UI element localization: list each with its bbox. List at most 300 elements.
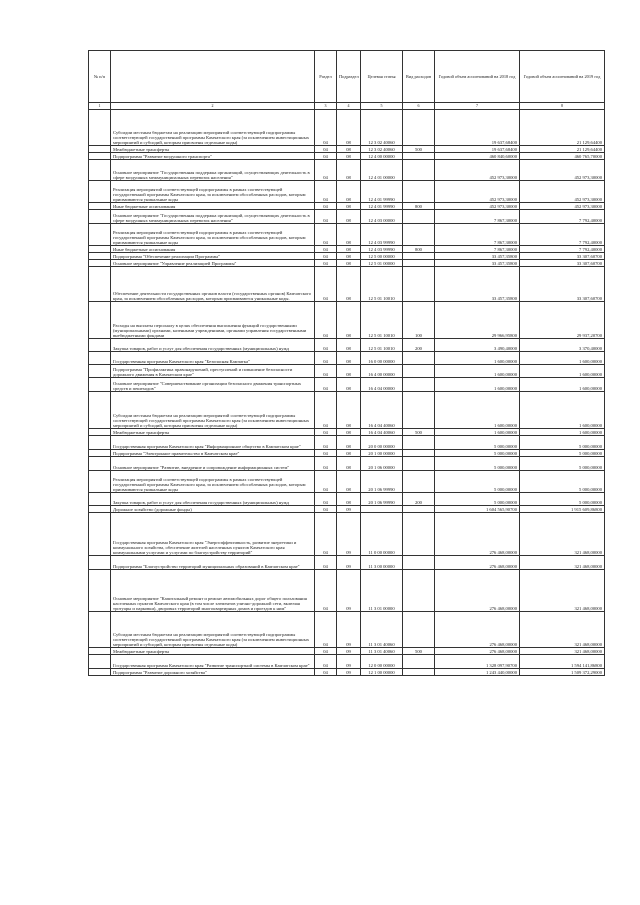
amount-2018-cell: 1 604 565,90700 [435, 506, 520, 513]
table-row [89, 153, 605, 160]
razdel-cell: 04 [315, 181, 337, 203]
podrazdel-cell: 08 [337, 246, 361, 253]
row-number-cell [89, 260, 111, 267]
table-row [89, 339, 605, 352]
razdel-cell: 04 [315, 570, 337, 612]
index-cell: 5 [361, 103, 403, 110]
row-name-cell: Межбюджетные трансферты [111, 648, 315, 655]
table-row [89, 648, 605, 655]
amount-2018-cell: 5 000,00000 [435, 457, 520, 471]
row-name-cell: Субсидии местным бюджетам на реализацию мероприятий соответствующей подпрограммы соответствующей государственной программы Камчатского края (за исключением инвестиционных мероприятий и субсидий, которым присвоены отдельные коды) [111, 612, 315, 648]
amount-2018-cell: 33 457,35800 [435, 267, 520, 302]
podrazdel-cell: 08 [337, 224, 361, 246]
amount-2019-cell: 452 973,30000 [520, 160, 605, 181]
amount-2019-cell: 1 600,00000 [520, 352, 605, 365]
celevaya-statya-cell: 12 5 01 10010 [361, 267, 403, 302]
razdel-cell: 04 [315, 260, 337, 267]
vid-rashodov-cell: 800 [403, 246, 435, 253]
podrazdel-cell: 08 [337, 203, 361, 210]
amount-2019-cell: 321 468,00000 [520, 556, 605, 570]
table-row [89, 181, 605, 203]
amount-2019-cell: 33 307,60700 [520, 260, 605, 267]
amount-2018-cell: 7 867,30000 [435, 210, 520, 224]
row-number-cell [89, 648, 111, 655]
row-number-cell [89, 352, 111, 365]
vid-rashodov-cell [403, 224, 435, 246]
celevaya-statya-cell: 12 3 02 40060 [361, 146, 403, 153]
amount-2018-cell: 5 000,00000 [435, 471, 520, 493]
podrazdel-cell: 08 [337, 267, 361, 302]
table-row [89, 302, 605, 339]
celevaya-statya-cell: 12 5 00 00000 [361, 253, 403, 260]
podrazdel-cell: 08 [337, 339, 361, 352]
razdel-cell: 04 [315, 246, 337, 253]
row-name-cell: Подпрограмма "Благоустройство территорий муниципальных образований в Камчатском крае" [111, 556, 315, 570]
razdel-cell: 04 [315, 457, 337, 471]
row-number-cell [89, 429, 111, 436]
vid-rashodov-cell [403, 210, 435, 224]
table-row [89, 450, 605, 457]
header-vid: Вид расходов [403, 51, 435, 103]
amount-2018-cell: 29 966,95800 [435, 302, 520, 339]
celevaya-statya-cell: 16 0 00 00000 [361, 352, 403, 365]
index-cell: 7 [435, 103, 520, 110]
row-name-cell: Подпрограмма "Развитие воздушного транспорта" [111, 153, 315, 160]
header-name [111, 51, 315, 103]
celevaya-statya-cell: 12 4 03 99990 [361, 246, 403, 253]
table-row [89, 352, 605, 365]
amount-2019-cell: 7 792,40000 [520, 210, 605, 224]
table-row [89, 669, 605, 676]
row-name-cell: Государственная программа Камчатского края "Безопасная Камчатка" [111, 352, 315, 365]
amount-2019-cell: 321 468,00000 [520, 612, 605, 648]
row-name-cell: Подпрограмма "Развитие дорожного хозяйства" [111, 669, 315, 676]
amount-2018-cell: 7 867,30000 [435, 224, 520, 246]
amount-2018-cell: 1 600,00000 [435, 352, 520, 365]
razdel-cell: 04 [315, 450, 337, 457]
vid-rashodov-cell [403, 655, 435, 669]
celevaya-statya-cell: 12 0 00 00000 [361, 655, 403, 669]
amount-2018-cell: 452 973,30000 [435, 181, 520, 203]
podrazdel-cell: 08 [337, 493, 361, 506]
index-cell: 3 [315, 103, 337, 110]
row-name-cell: Основное мероприятие "Государственная поддержка организаций, осуществляющих деятельность в сфере воздушных межмуниципальных перевозок населения" [111, 210, 315, 224]
amount-2019-cell: 1 600,00000 [520, 429, 605, 436]
column-index-row [89, 103, 605, 110]
row-name-cell: Подпрограмма "Электронное правительство в Камчатском крае" [111, 450, 315, 457]
podrazdel-cell: 09 [337, 570, 361, 612]
vid-rashodov-cell [403, 436, 435, 450]
celevaya-statya-cell: 16 4 04 40060 [361, 392, 403, 429]
amount-2018-cell: 5 000,00000 [435, 436, 520, 450]
vid-rashodov-cell [403, 392, 435, 429]
vid-rashodov-cell [403, 513, 435, 556]
podrazdel-cell: 09 [337, 612, 361, 648]
row-name-cell: Основное мероприятие "Совершенствование организации безопасного движения транспортных средств и пешеходов" [111, 378, 315, 392]
header-razdel: Раздел [315, 51, 337, 103]
table-row [89, 365, 605, 378]
row-name-cell: Расходы на выплаты персоналу в целях обеспечения выполнения функций государственными (муниципальными) органами, казенными учреждениями, органами управления государственными внебюджетными фондами [111, 302, 315, 339]
amount-2018-cell: 3 490,40000 [435, 339, 520, 352]
table-row [89, 506, 605, 513]
celevaya-statya-cell: 20 1 06 99990 [361, 471, 403, 493]
table-row [89, 513, 605, 556]
row-name-cell: Государственная программа Камчатского края "Информационное общество в Камчатском крае" [111, 436, 315, 450]
vid-rashodov-cell [403, 160, 435, 181]
table-row [89, 146, 605, 153]
table-body [89, 110, 605, 676]
header-num: № п/п [89, 51, 111, 103]
vid-rashodov-cell: 500 [403, 648, 435, 655]
podrazdel-cell: 09 [337, 506, 361, 513]
row-number-cell [89, 436, 111, 450]
podrazdel-cell: 08 [337, 471, 361, 493]
table-row [89, 210, 605, 224]
table-row [89, 457, 605, 471]
amount-2019-cell: 29 937,20700 [520, 302, 605, 339]
razdel-cell: 04 [315, 392, 337, 429]
celevaya-statya-cell: 12 4 01 99990 [361, 181, 403, 203]
amount-2018-cell: 452 973,30000 [435, 160, 520, 181]
row-name-cell: Государственная программа Камчатского края "Энергоэффективность, развитие энергетики и коммунального хозяйства, обеспечение жителей населенных пунктов Камчатского края коммунальными услугами и услугами по благоустройству территорий" [111, 513, 315, 556]
row-name-cell: Закупка товаров, работ и услуг для обеспечения государственных (муниципальных) нужд [111, 339, 315, 352]
razdel-cell: 04 [315, 302, 337, 339]
vid-rashodov-cell: 800 [403, 203, 435, 210]
razdel-cell: 04 [315, 506, 337, 513]
podrazdel-cell: 09 [337, 648, 361, 655]
celevaya-statya-cell: 11 3 01 00000 [361, 570, 403, 612]
amount-2018-cell: 5 000,00000 [435, 493, 520, 506]
vid-rashodov-cell: 100 [403, 302, 435, 339]
vid-rashodov-cell [403, 352, 435, 365]
row-number-cell [89, 253, 111, 260]
amount-2018-cell: 1 600,00000 [435, 378, 520, 392]
vid-rashodov-cell [403, 253, 435, 260]
budget-table [88, 50, 605, 676]
razdel-cell: 04 [315, 210, 337, 224]
vid-rashodov-cell: 500 [403, 146, 435, 153]
row-number-cell [89, 471, 111, 493]
row-number-cell [89, 110, 111, 146]
header-celevaya: Целевая статья [361, 51, 403, 103]
amount-2019-cell: 460 765,70000 [520, 153, 605, 160]
razdel-cell: 04 [315, 493, 337, 506]
amount-2019-cell: 321 468,00000 [520, 648, 605, 655]
razdel-cell: 04 [315, 153, 337, 160]
amount-2018-cell: 276 468,00000 [435, 648, 520, 655]
index-cell: 1 [89, 103, 111, 110]
row-number-cell [89, 181, 111, 203]
row-name-cell: Государственная программа Камчатского края "Развитие транспортной системы в Камчатском крае" [111, 655, 315, 669]
vid-rashodov-cell [403, 457, 435, 471]
amount-2019-cell: 321 468,00000 [520, 570, 605, 612]
row-name-cell: Дорожное хозяйство (дорожные фонды) [111, 506, 315, 513]
razdel-cell: 04 [315, 556, 337, 570]
row-number-cell [89, 506, 111, 513]
podrazdel-cell: 08 [337, 210, 361, 224]
row-number-cell [89, 457, 111, 471]
amount-2019-cell: 5 000,00000 [520, 436, 605, 450]
row-name-cell: Межбюджетные трансферты [111, 429, 315, 436]
vid-rashodov-cell [403, 506, 435, 513]
vid-rashodov-cell [403, 471, 435, 493]
celevaya-statya-cell: 11 3 01 40060 [361, 612, 403, 648]
celevaya-statya-cell: 12 5 01 10010 [361, 339, 403, 352]
vid-rashodov-cell [403, 556, 435, 570]
podrazdel-cell: 08 [337, 365, 361, 378]
amount-2019-cell: 21 129,64400 [520, 146, 605, 153]
index-cell: 6 [403, 103, 435, 110]
header-2018: Годовой объем ассигнований на 2018 год [435, 51, 520, 103]
amount-2019-cell: 452 973,30000 [520, 181, 605, 203]
row-number-cell [89, 160, 111, 181]
row-number-cell [89, 153, 111, 160]
podrazdel-cell: 08 [337, 260, 361, 267]
row-name-cell: Подпрограмма "Обеспечение реализации Программы" [111, 253, 315, 260]
table-row [89, 471, 605, 493]
row-name-cell: Реализация мероприятий соответствующей подпрограммы в рамках соответствующей государственной программы Камчатского края, за исключением обособленных расходов, которым присваиваются уникальные коды [111, 471, 315, 493]
row-number-cell [89, 655, 111, 669]
podrazdel-cell: 08 [337, 160, 361, 181]
table-row [89, 436, 605, 450]
celevaya-statya-cell: 12 5 01 10010 [361, 302, 403, 339]
razdel-cell: 04 [315, 146, 337, 153]
amount-2018-cell: 33 457,35800 [435, 260, 520, 267]
row-number-cell [89, 378, 111, 392]
row-number-cell [89, 392, 111, 429]
celevaya-statya-cell: 20 1 00 00000 [361, 450, 403, 457]
podrazdel-cell: 09 [337, 655, 361, 669]
table-row [89, 392, 605, 429]
amount-2019-cell: 5 000,00000 [520, 493, 605, 506]
podrazdel-cell: 08 [337, 153, 361, 160]
index-cell: 8 [520, 103, 605, 110]
row-name-cell: Основное мероприятие "Развитие, внедрение и сопровождение информационных систем" [111, 457, 315, 471]
row-number-cell [89, 267, 111, 302]
vid-rashodov-cell [403, 110, 435, 146]
celevaya-statya-cell: 16 4 04 40060 [361, 429, 403, 436]
amount-2018-cell: 7 867,30000 [435, 246, 520, 253]
celevaya-statya-cell: 12 4 03 99990 [361, 224, 403, 246]
celevaya-statya-cell: 11 0 00 00000 [361, 513, 403, 556]
row-name-cell: Основное мероприятие "Управление реализацией Программы" [111, 260, 315, 267]
table-row [89, 203, 605, 210]
table-row [89, 612, 605, 648]
celevaya-statya-cell: 12 1 00 00000 [361, 669, 403, 676]
amount-2018-cell: 1 600,00000 [435, 392, 520, 429]
podrazdel-cell: 08 [337, 181, 361, 203]
table-row [89, 110, 605, 146]
celevaya-statya-cell: 12 4 01 99990 [361, 203, 403, 210]
podrazdel-cell: 08 [337, 146, 361, 153]
podrazdel-cell: 08 [337, 253, 361, 260]
amount-2019-cell: 3 370,40000 [520, 339, 605, 352]
podrazdel-cell: 08 [337, 457, 361, 471]
podrazdel-cell: 08 [337, 450, 361, 457]
amount-2019-cell: 5 000,00000 [520, 471, 605, 493]
razdel-cell: 04 [315, 436, 337, 450]
razdel-cell: 04 [315, 253, 337, 260]
table-row [89, 224, 605, 246]
razdel-cell: 04 [315, 471, 337, 493]
amount-2019-cell: 1 594 141,86800 [520, 655, 605, 669]
row-name-cell: Субсидии местным бюджетам на реализацию мероприятий соответствующей подпрограммы соответствующей государственной программы Камчатского края (за исключением инвестиционных мероприятий и субсидий, которым присвоены отдельные коды) [111, 392, 315, 429]
amount-2019-cell: 21 129,64400 [520, 110, 605, 146]
amount-2019-cell: 1 509 372,29000 [520, 669, 605, 676]
amount-2018-cell: 1 600,00000 [435, 365, 520, 378]
amount-2018-cell: 460 840,60000 [435, 153, 520, 160]
vid-rashodov-cell: 200 [403, 339, 435, 352]
row-number-cell [89, 570, 111, 612]
amount-2018-cell: 5 000,00000 [435, 450, 520, 457]
podrazdel-cell: 08 [337, 378, 361, 392]
podrazdel-cell: 08 [337, 110, 361, 146]
row-number-cell [89, 224, 111, 246]
header-podrazdel: Подраздел [337, 51, 361, 103]
table-row [89, 160, 605, 181]
row-name-cell: Иные бюджетные ассигнования [111, 246, 315, 253]
amount-2018-cell: 276 468,00000 [435, 570, 520, 612]
row-number-cell [89, 146, 111, 153]
vid-rashodov-cell [403, 450, 435, 457]
row-number-cell [89, 365, 111, 378]
amount-2019-cell: 7 792,40000 [520, 224, 605, 246]
vid-rashodov-cell [403, 612, 435, 648]
amount-2019-cell: 33 307,60700 [520, 253, 605, 260]
celevaya-statya-cell: 20 1 06 00000 [361, 457, 403, 471]
vid-rashodov-cell [403, 153, 435, 160]
table-row [89, 260, 605, 267]
row-name-cell: Основное мероприятие "Капитальный ремонт и ремонт автомобильных дорог общего пользования населенных пунктов Камчатского края (в том числе элементов улично-дорожной сети, включая тротуары и парковки), дворовых территорий многоквартирных домов и проездов к ним" [111, 570, 315, 612]
amount-2018-cell: 33 457,35800 [435, 253, 520, 260]
vid-rashodov-cell [403, 365, 435, 378]
podrazdel-cell: 08 [337, 352, 361, 365]
razdel-cell: 04 [315, 429, 337, 436]
celevaya-statya-cell: 12 3 02 40060 [361, 110, 403, 146]
amount-2019-cell: 7 792,40000 [520, 246, 605, 253]
podrazdel-cell: 08 [337, 429, 361, 436]
razdel-cell: 04 [315, 339, 337, 352]
row-number-cell [89, 203, 111, 210]
celevaya-statya-cell: 16 4 04 00000 [361, 378, 403, 392]
amount-2019-cell: 5 000,00000 [520, 450, 605, 457]
podrazdel-cell: 09 [337, 669, 361, 676]
celevaya-statya-cell: 12 4 00 00000 [361, 153, 403, 160]
row-name-cell: Реализация мероприятий соответствующей подпрограммы в рамках соответствующей государственной программы Камчатского края, за исключением обособленных расходов, которым присваиваются уникальные коды [111, 181, 315, 203]
row-number-cell [89, 669, 111, 676]
row-number-cell [89, 210, 111, 224]
table-row [89, 429, 605, 436]
index-cell: 2 [111, 103, 315, 110]
row-name-cell: Основное мероприятие "Государственная поддержка организаций, осуществляющих деятельность в сфере воздушных межмуниципальных перевозок населения" [111, 160, 315, 181]
razdel-cell: 04 [315, 648, 337, 655]
table-row [89, 556, 605, 570]
row-name-cell: Подпрограмма "Профилактика правонарушений, преступлений и повышение безопасности дорожного движения в Камчатском крае" [111, 365, 315, 378]
amount-2018-cell: 276 468,00000 [435, 556, 520, 570]
amount-2019-cell: 5 000,00000 [520, 457, 605, 471]
row-number-cell [89, 302, 111, 339]
podrazdel-cell: 08 [337, 436, 361, 450]
amount-2019-cell: 33 307,60700 [520, 267, 605, 302]
table-row [89, 378, 605, 392]
razdel-cell: 04 [315, 224, 337, 246]
celevaya-statya-cell: 12 5 01 00000 [361, 260, 403, 267]
row-name-cell: Иные бюджетные ассигнования [111, 203, 315, 210]
table-row [89, 655, 605, 669]
table-row [89, 267, 605, 302]
amount-2018-cell: 276 468,00000 [435, 513, 520, 556]
row-number-cell [89, 556, 111, 570]
header-row [89, 51, 605, 103]
podrazdel-cell: 08 [337, 392, 361, 429]
celevaya-statya-cell: 11 3 01 40060 [361, 648, 403, 655]
razdel-cell: 04 [315, 612, 337, 648]
amount-2019-cell: 1 600,00000 [520, 365, 605, 378]
amount-2018-cell: 1 328 097,90700 [435, 655, 520, 669]
celevaya-statya-cell: 20 0 00 00000 [361, 436, 403, 450]
vid-rashodov-cell: 200 [403, 493, 435, 506]
vid-rashodov-cell [403, 267, 435, 302]
vid-rashodov-cell [403, 378, 435, 392]
razdel-cell: 04 [315, 203, 337, 210]
row-name-cell: Межбюджетные трансферты [111, 146, 315, 153]
vid-rashodov-cell: 500 [403, 429, 435, 436]
razdel-cell: 04 [315, 365, 337, 378]
vid-rashodov-cell [403, 181, 435, 203]
table-row [89, 493, 605, 506]
amount-2019-cell: 1 600,00000 [520, 392, 605, 429]
podrazdel-cell: 08 [337, 302, 361, 339]
celevaya-statya-cell: 20 1 06 99990 [361, 493, 403, 506]
header-2019: Годовой объем ассигнований на 2019 год [520, 51, 605, 103]
row-number-cell [89, 612, 111, 648]
row-name-cell: Реализация мероприятий соответствующей подпрограммы в рамках соответствующей государственной программы Камчатского края, за исключением обособленных расходов, которым присваиваются уникальные коды [111, 224, 315, 246]
vid-rashodov-cell [403, 570, 435, 612]
celevaya-statya-cell: 11 3 00 00000 [361, 556, 403, 570]
row-number-cell [89, 246, 111, 253]
amount-2019-cell: 1 915 609,86800 [520, 506, 605, 513]
razdel-cell: 04 [315, 513, 337, 556]
celevaya-statya-cell: 12 4 01 00000 [361, 160, 403, 181]
amount-2018-cell: 19 637,68400 [435, 110, 520, 146]
razdel-cell: 04 [315, 110, 337, 146]
row-number-cell [89, 450, 111, 457]
razdel-cell: 04 [315, 669, 337, 676]
amount-2018-cell: 1 600,00000 [435, 429, 520, 436]
table-row [89, 246, 605, 253]
razdel-cell: 04 [315, 378, 337, 392]
table-row [89, 253, 605, 260]
razdel-cell: 04 [315, 655, 337, 669]
amount-2018-cell: 1 243 440,00000 [435, 669, 520, 676]
table-row [89, 570, 605, 612]
amount-2018-cell: 19 637,68400 [435, 146, 520, 153]
razdel-cell: 04 [315, 160, 337, 181]
celevaya-statya-cell: 16 4 00 00000 [361, 365, 403, 378]
row-number-cell [89, 513, 111, 556]
razdel-cell: 04 [315, 352, 337, 365]
razdel-cell: 04 [315, 267, 337, 302]
celevaya-statya-cell: 12 4 03 00000 [361, 210, 403, 224]
podrazdel-cell: 09 [337, 513, 361, 556]
amount-2018-cell: 276 468,00000 [435, 612, 520, 648]
vid-rashodov-cell [403, 669, 435, 676]
podrazdel-cell: 09 [337, 556, 361, 570]
vid-rashodov-cell [403, 260, 435, 267]
row-number-cell [89, 339, 111, 352]
amount-2019-cell: 1 600,00000 [520, 378, 605, 392]
index-cell: 4 [337, 103, 361, 110]
